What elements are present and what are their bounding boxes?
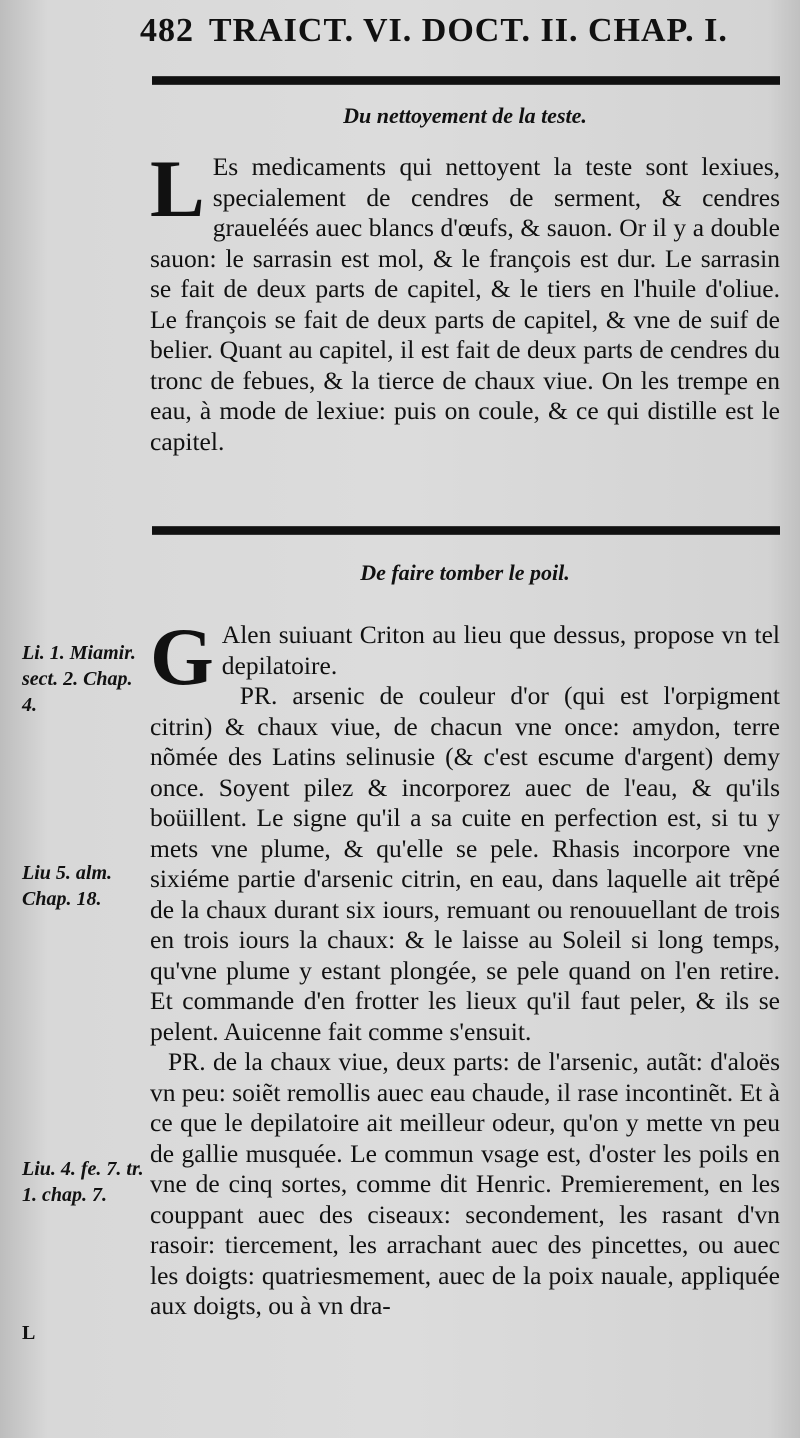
margin-note: Liu 5. alm. Chap. 18.: [22, 862, 113, 910]
section-title-poil: De faire tomber le poil.: [360, 560, 570, 585]
drop-cap: L: [150, 143, 205, 234]
section-body-nettoyement: [150, 143, 780, 457]
section-divider-rule: [152, 526, 780, 535]
paragraph-text: Alen suiuant Criton au lieu que dessus, propose vn tel depilatoire.: [221, 620, 780, 680]
top-rule: [152, 76, 780, 85]
paragraph: [150, 143, 780, 457]
paragraph: PR. arsenic de couleur d'or (qui est l'orpigment citrin) & chaux viue, de chacun vne once: amydon, terre nõmée des Latins selinusie (& c'est escume d'argent) demy once. Soyent pilez & incorporez auec de l'eau, & qu'ils boüillent. Le signe qu'il a sa cuite en perfection est, si tu y mets vne plume, & qu'elle se pele. Rhasis incorpore vne sixiéme partie d'arsenic citrin, en eau, dans laquelle ait trẽpé de la chaux durant six iours, remuant ou renouuellant de trois en trois iours la chaux: & le laisse au Soleil si long temps, qu'vne plume y estant plongée, se pele quand on l'en retire. Et commande d'en frotter les lieux qu'il faut peler, & ils se pelent. Auicenne fait comme s'ensuit.: [150, 681, 780, 1046]
margin-note: L: [22, 1322, 36, 1344]
section-title-nettoyement: Du nettoyement de la teste.: [343, 103, 587, 128]
paragraph-text: Es medicaments qui nettoyent la teste sont lexiues, specialement de cendres de serment, & cendres graueléés auec blancs d'œufs, & sauon. Or il y a double sauon: le sarrasin est mol, & le françois est dur. Le sarrasin se fait de deux parts de capitel, & le tiers en l'huile d'oliue. Le françois se fait de deux parts de capitel, & vne de suif de belier. Quant au capitel, il est fait de deux parts de cendres du tronc de febues, & la tierce de chaux viue. On les trempe en eau, à mode de lexiue: puis on coule, & ce qui distille est le capitel.: [150, 152, 780, 456]
margin-note: Li. 1. Miamir. sect. 2. Chap. 4.: [22, 642, 136, 716]
paragraph: [150, 611, 780, 702]
running-head-title: TRAICT. VI. DOCT. II. CHAP. I.: [208, 12, 728, 49]
drop-cap: G: [150, 611, 214, 702]
running-header: [140, 12, 780, 50]
paragraph: PR. de la chaux viue, deux parts: de l'arsenic, autãt: d'aloës vn peu: soiẽt remollis auec eau chaude, il rase incontinẽt. Et à ce que le depilatoire ait meilleur odeur, qu'on y mette vn peu de gallie musquée. Le commun vsage est, d'oster les poils en vne de cinq sortes, comme dit Henric. Premierement, en les couppant auec des ciseaux: secondement, les rasant d'vn rasoir: tiercement, les arrachant auec des pincettes, ou auec les doigts: quatriesmement, auec de la poix nauale, appliquée aux doigts, ou à vn dra-: [150, 1047, 780, 1320]
page-number: 482: [140, 12, 194, 49]
section-body-poil: [150, 611, 780, 1322]
margin-note: Liu. 4. fe. 7. tr. 1. chap. 7.: [22, 1158, 144, 1206]
